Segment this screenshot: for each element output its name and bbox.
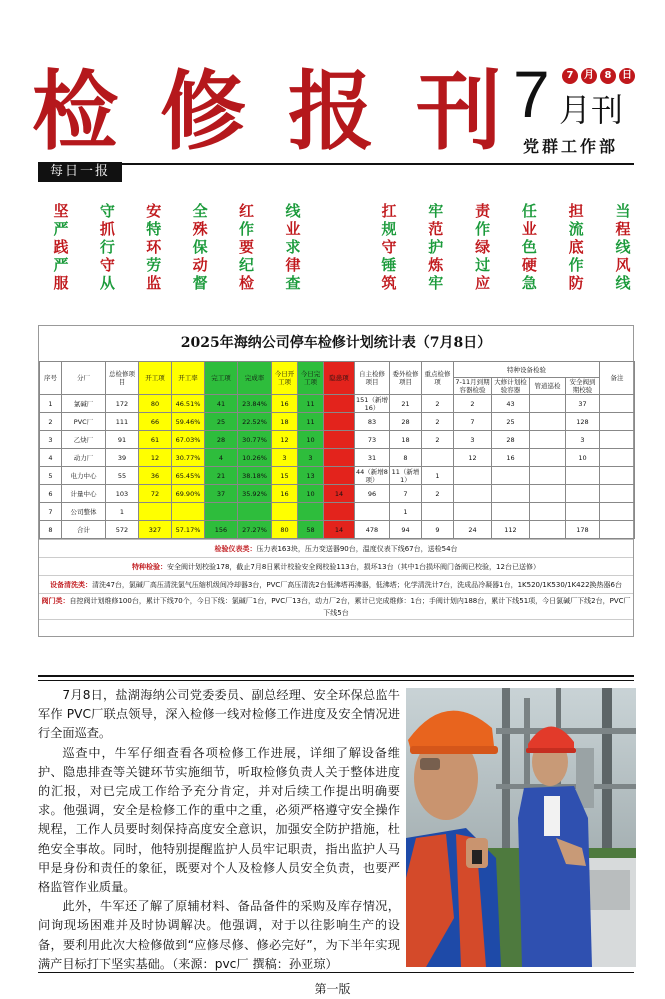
slogan-char: 劳 [146, 256, 162, 274]
col-header: 序号 [40, 362, 62, 395]
special-group-header: 特种设备检验 [454, 362, 600, 378]
masthead-title [32, 61, 502, 162]
table-cell [600, 449, 635, 467]
table-cell: 24 [454, 521, 492, 539]
slogan-char: 炼 [428, 256, 444, 274]
summary-special-inspection [39, 558, 633, 576]
stats-title: 2025年海纳公司停车检修计划统计表（7月8日） [180, 335, 492, 351]
month-label: 月刊 [559, 91, 624, 129]
table-row [40, 395, 635, 413]
summary-valves [39, 594, 633, 620]
article-paragraph: 此外，牛军还了解了原辅材料、备品备件的采购及库存情况，问询现场困难并及时协调解决。他强调，对于以往影响生产的设备，要利用此次大检修做到“应修尽修、修必完好”，为下半年实现满产目标打下坚实基础。（来源：pvc厂 撰稿：孙亚琼） [38, 899, 400, 971]
slogan-char: 保 [192, 238, 208, 256]
masthead-char: 刊 [416, 61, 502, 162]
slogans-left [52, 202, 302, 292]
summary-text: 安全阀计划校验178，截止7月8日累计校验安全阀校验113台，损坏13台（其中1台损坏阀门备阀已校验，12台已送修） [167, 563, 540, 571]
date-badge: 日 [619, 68, 635, 84]
table-cell [298, 503, 324, 521]
masthead-char: 检 [32, 61, 118, 162]
table-cell: 12 [139, 449, 172, 467]
table-cell: 91 [106, 431, 139, 449]
slogan-char: 线 [285, 202, 301, 220]
table-row [40, 449, 635, 467]
slogan-char: 求 [285, 238, 301, 256]
table-cell: 1 [40, 395, 62, 413]
table-cell: 2 [422, 431, 454, 449]
table-cell: 计量中心 [62, 485, 106, 503]
slogan-char: 担 [568, 202, 584, 220]
slogan-char: 业 [521, 220, 537, 238]
table-cell: 27.27% [238, 521, 272, 539]
table-cell: 电力中心 [62, 467, 106, 485]
slogan-char: 规 [381, 220, 397, 238]
slogan-char: 线 [615, 238, 631, 256]
plan-table-body [40, 395, 635, 539]
summary-key: 特种检验： [132, 563, 168, 571]
table-cell [566, 467, 600, 485]
slogan-char: 流 [568, 220, 584, 238]
table-cell: 7 [40, 503, 62, 521]
col-header: 委外检修项目 [390, 362, 422, 395]
date-badge: 月 [581, 68, 597, 84]
slogan-char: 守 [381, 238, 397, 256]
col-header: 管道巡检 [530, 378, 566, 395]
plan-table [39, 361, 635, 539]
table-row [40, 521, 635, 539]
table-cell [139, 503, 172, 521]
table-cell: 103 [106, 485, 139, 503]
summary-instruments [39, 540, 633, 558]
table-cell: 6 [40, 485, 62, 503]
table-cell: 7 [390, 485, 422, 503]
table-cell [355, 503, 390, 521]
table-cell: 67.03% [172, 431, 205, 449]
table-cell: 44（新增8项） [356, 467, 388, 484]
date-badges [562, 68, 635, 84]
table-cell: 28 [390, 413, 422, 431]
table-cell: 172 [106, 395, 139, 413]
table-cell: 18 [272, 413, 298, 431]
slogan-char: 从 [99, 274, 115, 292]
slogan-char: 督 [192, 274, 208, 292]
slogan-char: 行 [99, 238, 115, 256]
slogan-char: 牢 [428, 202, 444, 220]
table-cell: 156 [205, 521, 238, 539]
table-cell: 2 [454, 395, 492, 413]
table-cell [600, 503, 635, 521]
table-cell: 572 [106, 521, 139, 539]
slogan-row [380, 202, 632, 220]
table-cell: 57.17% [172, 521, 205, 539]
table-cell [422, 449, 454, 467]
table-cell: 39 [106, 449, 139, 467]
table-cell: 55 [106, 467, 139, 485]
table-cell: 8 [390, 449, 422, 467]
table-cell [530, 395, 566, 413]
table-cell: 2 [422, 395, 454, 413]
col-header: 分厂 [62, 362, 106, 395]
table-cell: PVC厂 [62, 413, 106, 431]
table-cell: 478 [355, 521, 390, 539]
table-cell [530, 485, 566, 503]
col-header: 安全阀到期校验 [566, 378, 600, 395]
page-label: 第一版 [314, 982, 351, 996]
table-cell: 12 [454, 449, 492, 467]
table-cell [172, 503, 205, 521]
date-badge: 7 [562, 68, 578, 84]
table-cell: 13 [298, 467, 324, 485]
table-cell: 28 [492, 431, 530, 449]
slogan-char: 风 [615, 256, 631, 274]
col-header: 自主检修项目 [355, 362, 390, 395]
table-cell: 11 [298, 413, 324, 431]
table-cell: 25 [492, 413, 530, 431]
slogan-char: 守 [99, 256, 115, 274]
table-cell [600, 521, 635, 539]
table-cell [324, 431, 355, 449]
slogans-right [380, 202, 632, 292]
slogan-char: 安 [146, 202, 162, 220]
slogan-char: 环 [146, 238, 162, 256]
slogan-char: 特 [146, 220, 162, 238]
col-header: 今日开工项 [272, 362, 298, 395]
inspection-photo [406, 688, 636, 967]
table-cell: 65.45% [172, 467, 205, 485]
table-cell: 59.46% [172, 413, 205, 431]
table-cell: 2 [40, 413, 62, 431]
section-divider [38, 680, 634, 681]
slogan-row [380, 274, 632, 292]
table-cell [600, 395, 635, 413]
slogan-char: 坚 [53, 202, 69, 220]
table-cell: 151（新增16） [356, 395, 388, 412]
slogan-char: 锤 [381, 256, 397, 274]
department-label: 党群工作部 [523, 137, 619, 156]
slogan-char: 任 [521, 202, 537, 220]
table-cell: 乙炔厂 [62, 431, 106, 449]
slogan-char: 当 [615, 202, 631, 220]
table-cell [454, 485, 492, 503]
table-cell: 18 [390, 431, 422, 449]
table-cell [324, 395, 355, 413]
table-cell [530, 521, 566, 539]
slogan-char: 查 [285, 274, 301, 292]
table-cell: 10 [298, 485, 324, 503]
slogan-char: 红 [239, 202, 255, 220]
table-cell [492, 467, 530, 485]
summary-text: 自控阀计划维修100台，累计下线70个，今日下线：氯碱厂1台，PVC厂13台，动力厂2台，累计已完成维修：1台；手阀计划内188台，累计下线51项，今日氯碱厂下线2台，PVC厂下线5台 [69, 597, 631, 617]
inspection-photo-illustration [406, 688, 636, 967]
slogan-char: 作 [568, 256, 584, 274]
table-cell [530, 467, 566, 485]
slogan-char: 急 [521, 274, 537, 292]
article-body [38, 686, 400, 974]
slogan-row [380, 238, 632, 256]
table-row [40, 413, 635, 431]
maintenance-stats-table [38, 325, 634, 637]
table-cell [566, 503, 600, 521]
table-cell: 94 [390, 521, 422, 539]
table-cell: 14 [324, 485, 355, 503]
month-number: 7 [513, 57, 550, 131]
slogan-char: 线 [615, 274, 631, 292]
table-cell [600, 413, 635, 431]
table-cell: 21 [390, 395, 422, 413]
col-header: 总检修项目 [106, 362, 139, 395]
slogan-char: 作 [475, 220, 491, 238]
table-cell: 10.26% [238, 449, 272, 467]
summary-text: 压力表163块，压力变送器90台，温度仪表下线67台，送检54台 [256, 545, 458, 553]
table-cell: 72 [139, 485, 172, 503]
table-cell [324, 449, 355, 467]
table-cell: 5 [40, 467, 62, 485]
table-cell: 66 [139, 413, 172, 431]
section-divider [38, 675, 634, 677]
table-cell [600, 467, 635, 485]
table-cell: 11 [298, 395, 324, 413]
table-cell: 128 [566, 413, 600, 431]
table-cell: 7 [454, 413, 492, 431]
slogan-char: 程 [615, 220, 631, 238]
table-cell [324, 467, 355, 485]
summary-key: 阀门类： [41, 597, 70, 605]
issue-block [513, 57, 638, 158]
summary-equipment-cleaning [39, 576, 633, 594]
col-header: 7-11月到期容器检验 [455, 378, 490, 394]
table-cell: 16 [272, 485, 298, 503]
slogan-char: 责 [475, 202, 491, 220]
table-cell [530, 413, 566, 431]
slogan-char: 践 [53, 238, 69, 256]
table-cell: 2 [422, 413, 454, 431]
table-cell: 43 [492, 395, 530, 413]
table-cell: 10 [298, 431, 324, 449]
col-header: 完工项 [205, 362, 238, 395]
table-cell: 16 [492, 449, 530, 467]
table-cell: 178 [566, 521, 600, 539]
slogan-char: 检 [239, 274, 255, 292]
table-cell [422, 503, 454, 521]
slogan-char: 纪 [239, 256, 255, 274]
table-cell: 23.84% [238, 395, 272, 413]
slogan-row [52, 220, 302, 238]
table-cell: 氯碱厂 [62, 395, 106, 413]
table-cell: 15 [272, 467, 298, 485]
slogan-char: 护 [428, 238, 444, 256]
table-cell: 3 [298, 449, 324, 467]
table-cell: 25 [205, 413, 238, 431]
date-badge: 8 [600, 68, 616, 84]
slogan-char: 防 [568, 274, 584, 292]
slogan-char: 监 [146, 274, 162, 292]
table-cell [324, 413, 355, 431]
slogan-char: 范 [428, 220, 444, 238]
slogan-row [52, 256, 302, 274]
col-header: 完成率 [238, 362, 272, 395]
slogan-char: 扛 [381, 202, 397, 220]
slogan-char: 牢 [428, 274, 444, 292]
slogan-char: 严 [53, 220, 69, 238]
table-cell: 10 [566, 449, 600, 467]
slogan-row [52, 274, 302, 292]
table-row [40, 431, 635, 449]
table-cell [492, 503, 530, 521]
table-cell: 96 [355, 485, 390, 503]
table-cell: 31 [355, 449, 390, 467]
table-cell [530, 431, 566, 449]
slogan-char: 硬 [521, 256, 537, 274]
table-cell: 61 [139, 431, 172, 449]
table-cell [205, 503, 238, 521]
table-cell: 1 [106, 503, 139, 521]
col-header: 今日完工项 [298, 362, 324, 395]
table-cell: 36 [139, 467, 172, 485]
table-cell: 30.77% [172, 449, 205, 467]
table-cell: 14 [324, 521, 355, 539]
slogan-char: 服 [53, 274, 69, 292]
table-cell: 4 [40, 449, 62, 467]
slogan-char: 业 [285, 220, 301, 238]
slogan-char: 应 [475, 274, 491, 292]
slogan-char: 过 [475, 256, 491, 274]
table-row [40, 485, 635, 503]
slogan-char: 绿 [475, 238, 491, 256]
table-row [40, 503, 635, 521]
table-cell: 9 [422, 521, 454, 539]
table-cell: 327 [139, 521, 172, 539]
stats-summary [39, 539, 633, 620]
table-cell: 4 [205, 449, 238, 467]
table-cell [324, 503, 355, 521]
masthead-char: 修 [160, 61, 246, 162]
table-cell: 80 [139, 395, 172, 413]
table-cell [530, 503, 566, 521]
slogan-row [380, 220, 632, 238]
table-cell [492, 485, 530, 503]
table-cell: 公司整体 [62, 503, 106, 521]
table-cell [272, 503, 298, 521]
col-header: 重点检修项 [422, 362, 454, 395]
table-cell: 合计 [62, 521, 106, 539]
slogan-char: 要 [239, 238, 255, 256]
col-header: 大修计划检验容器 [492, 378, 530, 395]
masthead-char: 报 [288, 61, 374, 162]
table-cell: 38.18% [238, 467, 272, 485]
table-cell: 1 [422, 467, 454, 485]
table-cell: 37 [566, 395, 600, 413]
summary-key: 设备清洗类： [49, 581, 92, 589]
summary-key: 检验仪表类： [214, 545, 257, 553]
masthead-divider [38, 163, 634, 165]
table-cell [454, 503, 492, 521]
slogan-row [52, 238, 302, 256]
table-cell: 16 [272, 395, 298, 413]
slogan-row [380, 256, 632, 274]
slogan-char: 严 [53, 256, 69, 274]
table-cell [454, 467, 492, 485]
table-cell: 73 [355, 431, 390, 449]
slogan-char: 律 [285, 256, 301, 274]
table-cell [530, 449, 566, 467]
slogan-char: 抓 [99, 220, 115, 238]
table-cell [600, 485, 635, 503]
slogan-char: 全 [192, 202, 208, 220]
slogan-char: 动 [192, 256, 208, 274]
table-cell: 112 [492, 521, 530, 539]
table-cell: 21 [205, 467, 238, 485]
table-cell: 46.51% [172, 395, 205, 413]
slogan-char: 殊 [192, 220, 208, 238]
table-cell: 37 [205, 485, 238, 503]
table-cell: 11（新增1） [390, 467, 422, 485]
col-header: 备注 [600, 362, 635, 395]
slogan-char: 守 [99, 202, 115, 220]
slogan-char: 色 [521, 238, 537, 256]
table-row [40, 467, 635, 485]
table-cell: 1 [390, 503, 422, 521]
slogan-char: 底 [568, 238, 584, 256]
table-cell: 3 [272, 449, 298, 467]
slogan-row [52, 202, 302, 220]
article-paragraph: 7月8日，盐湖海纳公司党委委员、副总经理、安全环保总监牛军作 PVC厂联点领导，深入检修一线对检修工作进度及安全情况进行全面巡查。 [38, 688, 400, 741]
table-cell: 3 [566, 431, 600, 449]
table-cell: 动力厂 [62, 449, 106, 467]
table-cell [566, 485, 600, 503]
slogan-char: 作 [239, 220, 255, 238]
table-cell: 28 [205, 431, 238, 449]
table-cell [238, 503, 272, 521]
table-cell: 111 [106, 413, 139, 431]
table-cell: 83 [355, 413, 390, 431]
table-cell: 58 [298, 521, 324, 539]
table-cell: 30.77% [238, 431, 272, 449]
table-cell: 8 [40, 521, 62, 539]
table-cell: 22.52% [238, 413, 272, 431]
table-cell: 80 [272, 521, 298, 539]
table-cell: 2 [422, 485, 454, 503]
table-cell [600, 431, 635, 449]
col-header: 隐患项 [324, 362, 355, 395]
table-cell: 3 [40, 431, 62, 449]
article-paragraph: 巡查中，牛军仔细查看各项检修工作进展，详细了解设备维护、隐患排查等关键环节实施细节，听取检修负责人关于整体进度的汇报，对已完成工作给予充分肯定，并对后续工作提出明确要求。他强调，安全是检修工作的重中之重，必须严格遵守安全操作规程，工作人员要时刻保持高度安全意识，加强安全防护措施，杜绝安全事故。同时，他特别提醒监护人员牢记职责，指出监护人马甲是身份和责任的象征，既要对个人及检修人员安全负责，也要严格监管作业质量。 [38, 745, 400, 895]
summary-text: 清洗47台，氯碱厂高压清洗氯气压缩机级间冷却器3台，PVC厂高压清洗2台低沸塔再沸器，低沸塔；化学清洗计7台，洗成品冷凝器1台，1K520/1K530/1K422换热器6台 [91, 581, 622, 589]
table-cell: 41 [205, 395, 238, 413]
col-header: 开工项 [139, 362, 172, 395]
daily-tag: 每日一报 [38, 162, 122, 182]
table-cell: 69.90% [172, 485, 205, 503]
table-cell: 12 [272, 431, 298, 449]
table-cell: 35.92% [238, 485, 272, 503]
slogan-char: 筑 [381, 274, 397, 292]
footer-divider [38, 972, 634, 973]
col-header: 开工率 [172, 362, 205, 395]
table-cell: 3 [454, 431, 492, 449]
